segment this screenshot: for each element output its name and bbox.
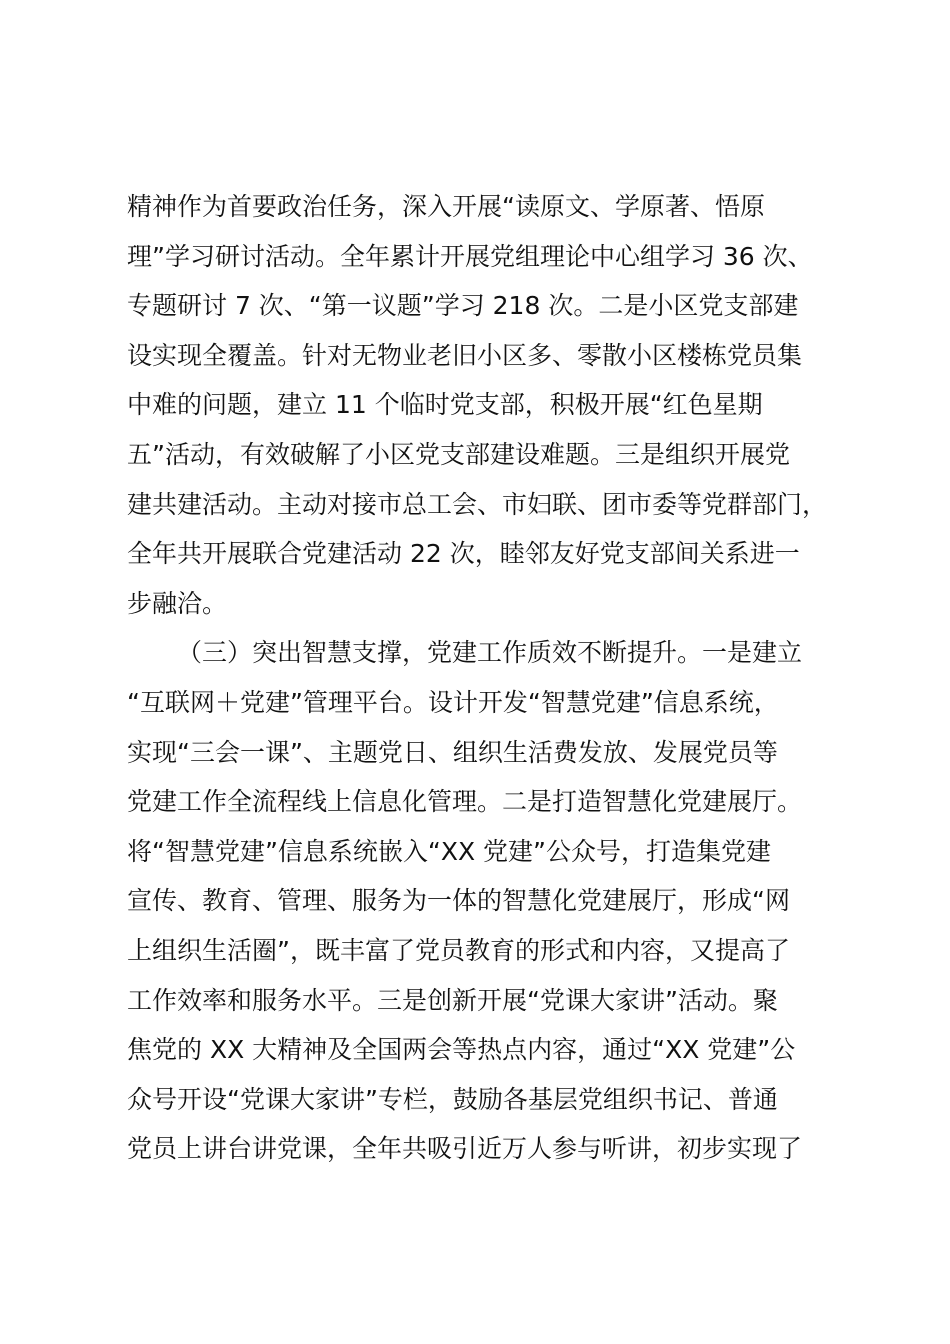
text-line: 理”学习研讨活动。全年累计开展党组理论中心组学习 36 次、 (127, 241, 813, 271)
text-line: 宣传、教育、管理、服务为一体的智慧化党建展厅，形成“网 (127, 886, 790, 916)
text-line: 工作效率和服务水平。三是创新开展“党课大家讲”活动。聚 (127, 985, 778, 1015)
text-line: 中难的问题，建立 11 个临时党支部，积极开展“红色星期 (127, 390, 763, 420)
text-line: 众号开设“党课大家讲”专栏，鼓励各基层党组织书记、普通 (127, 1084, 778, 1114)
text-line: 实现“三会一课”、主题党日、组织生活费发放、发展党员等 (127, 737, 778, 767)
text-line: 设实现全覆盖。针对无物业老旧小区多、零散小区楼栋党员集 (127, 340, 803, 370)
text-line: 精神作为首要政治任务，深入开展“读原文、学原著、悟原 (127, 192, 765, 221)
text-line: 党建工作全流程线上信息化管理。二是打造智慧化党建展厅。 (127, 787, 803, 817)
paragraph-start-line: （三）突出智慧支撑，党建工作质效不断提升。一是建立 (177, 638, 803, 668)
text-line: 党员上讲台讲党课，全年共吸引近万人参与听讲，初步实现了 (127, 1134, 803, 1164)
text-line: 上组织生活圈”，既丰富了党员教育的形式和内容，又提高了 (127, 935, 790, 965)
text-line: “互联网＋党建”管理平台。设计开发“智慧党建”信息系统， (127, 687, 779, 717)
text-line: 五”活动，有效破解了小区党支部建设难题。三是组织开展党 (127, 439, 790, 469)
text-line: 专题研讨 7 次、“第一议题”学习 218 次。二是小区党支部建 (127, 291, 799, 321)
text-line: 将“智慧党建”信息系统嵌入“XX 党建”公众号，打造集党建 (127, 836, 772, 866)
body-text (127, 186, 867, 1178)
text-line: 步融洽。 (127, 588, 228, 618)
text-line: 全年共开展联合党建活动 22 次，睦邻友好党支部间关系进一 (127, 539, 800, 569)
text-line: 建共建活动。主动对接市总工会、市妇联、团市委等党群部门， (127, 489, 828, 519)
text-line: 焦党的 XX 大精神及全国两会等热点内容，通过“XX 党建”公 (127, 1035, 796, 1065)
